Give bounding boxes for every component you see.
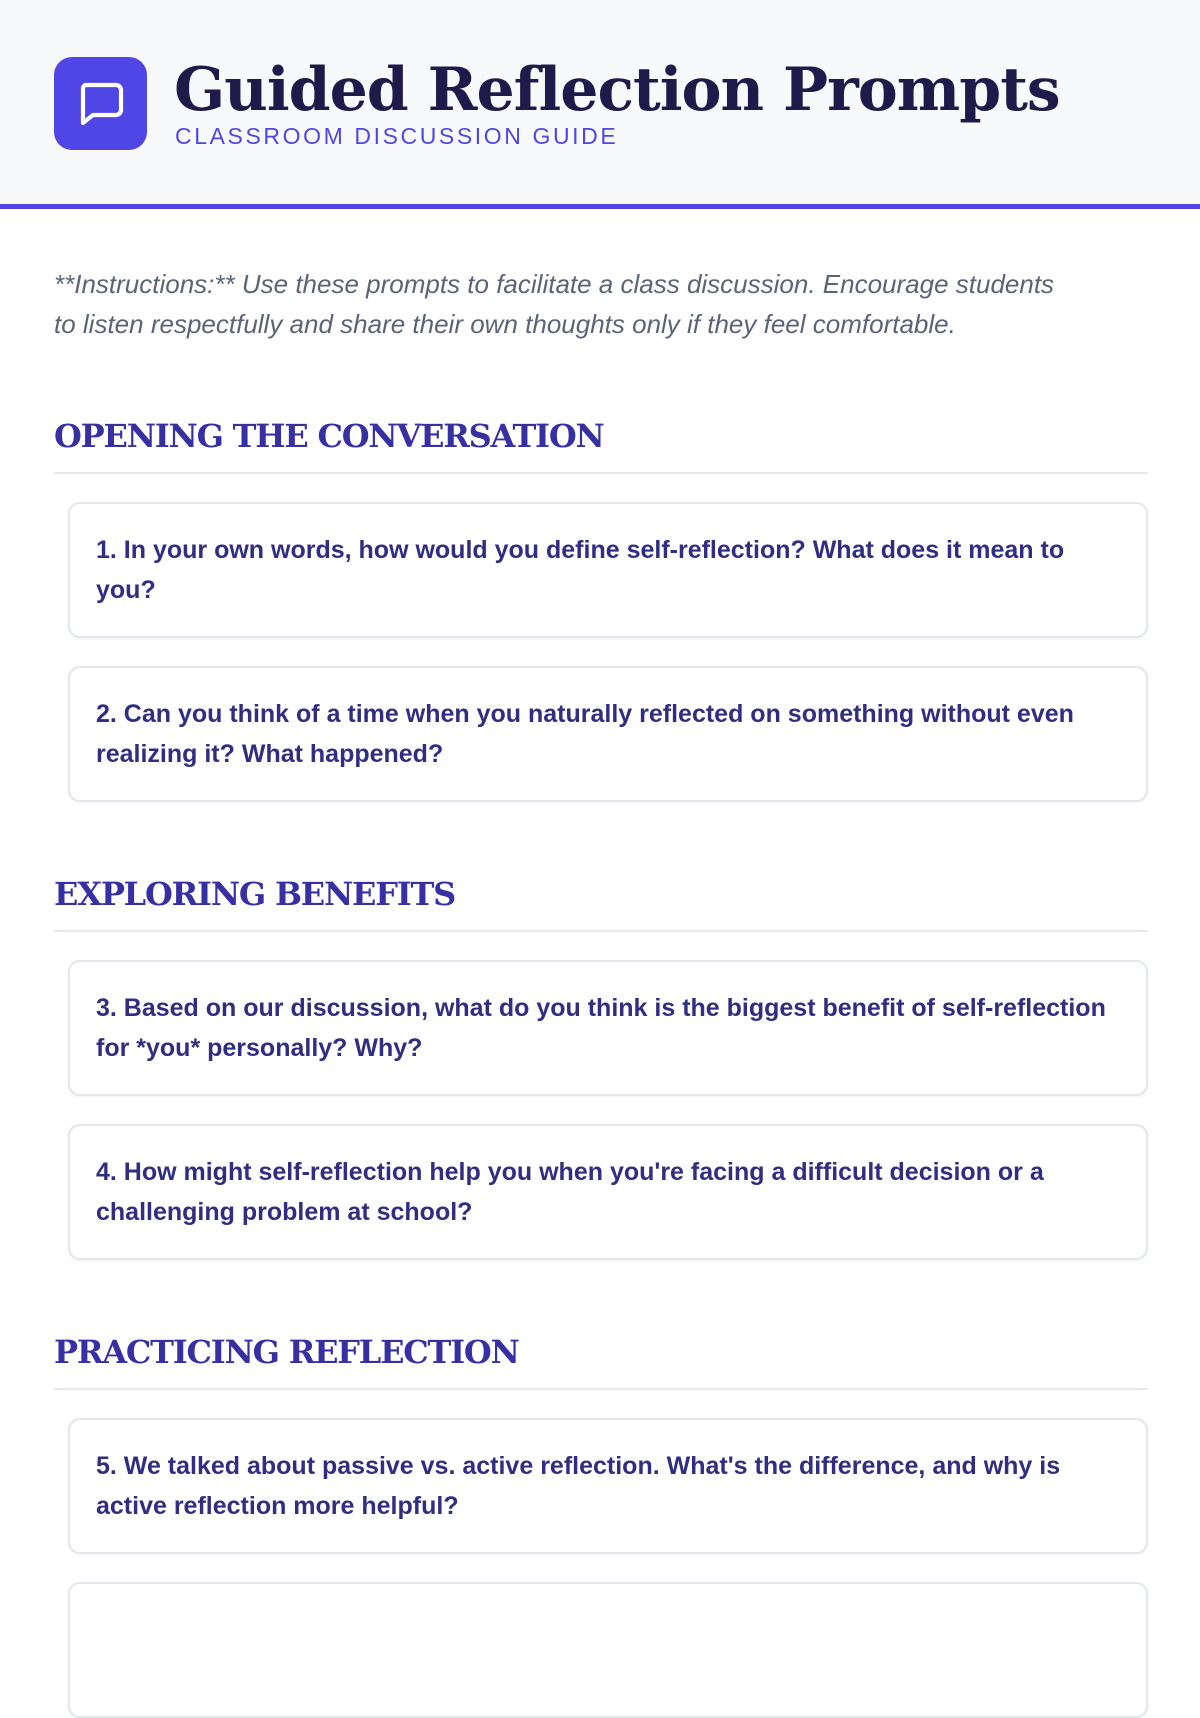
page-subtitle: CLASSROOM DISCUSSION GUIDE: [175, 123, 619, 149]
section-heading: EXPLORING BENEFITS: [54, 872, 1148, 932]
section-practicing-reflection: [54, 1330, 1148, 1718]
instructions-text: **Instructions:** Use these prompts to facilitate a class discussion. Encourage students to listen respectfully and share their own thoughts only if they feel comfortable.: [54, 269, 1055, 339]
prompt-card: 2. Can you think of a time when you naturally reflected on something without even realizing it? What happened?: [68, 666, 1148, 802]
section-opening-the-conversation: [54, 414, 1148, 802]
prompt-card: 5. We talked about passive vs. active reflection. What's the difference, and why is active reflection more helpful?: [68, 1418, 1148, 1554]
section-heading: PRACTICING REFLECTION: [54, 1330, 1148, 1390]
chat-bubble-icon: [76, 79, 125, 128]
page-title: Guided Reflection Prompts: [174, 55, 1060, 125]
prompt-card: 1. In your own words, how would you define self-reflection? What does it mean to you?: [68, 502, 1148, 638]
prompt-card: 4. How might self-reflection help you when you're facing a difficult decision or a challenging problem at school?: [68, 1124, 1148, 1260]
prompt-card: 3. Based on our discussion, what do you think is the biggest benefit of self-reflection for *you* personally? Why?: [68, 960, 1148, 1096]
section-heading: OPENING THE CONVERSATION: [54, 414, 1148, 474]
prompt-card-partial: [68, 1582, 1148, 1718]
main-content: [54, 209, 1148, 1718]
page-header: [0, 0, 1200, 209]
logo: [54, 57, 147, 150]
section-exploring-benefits: [54, 872, 1148, 1260]
